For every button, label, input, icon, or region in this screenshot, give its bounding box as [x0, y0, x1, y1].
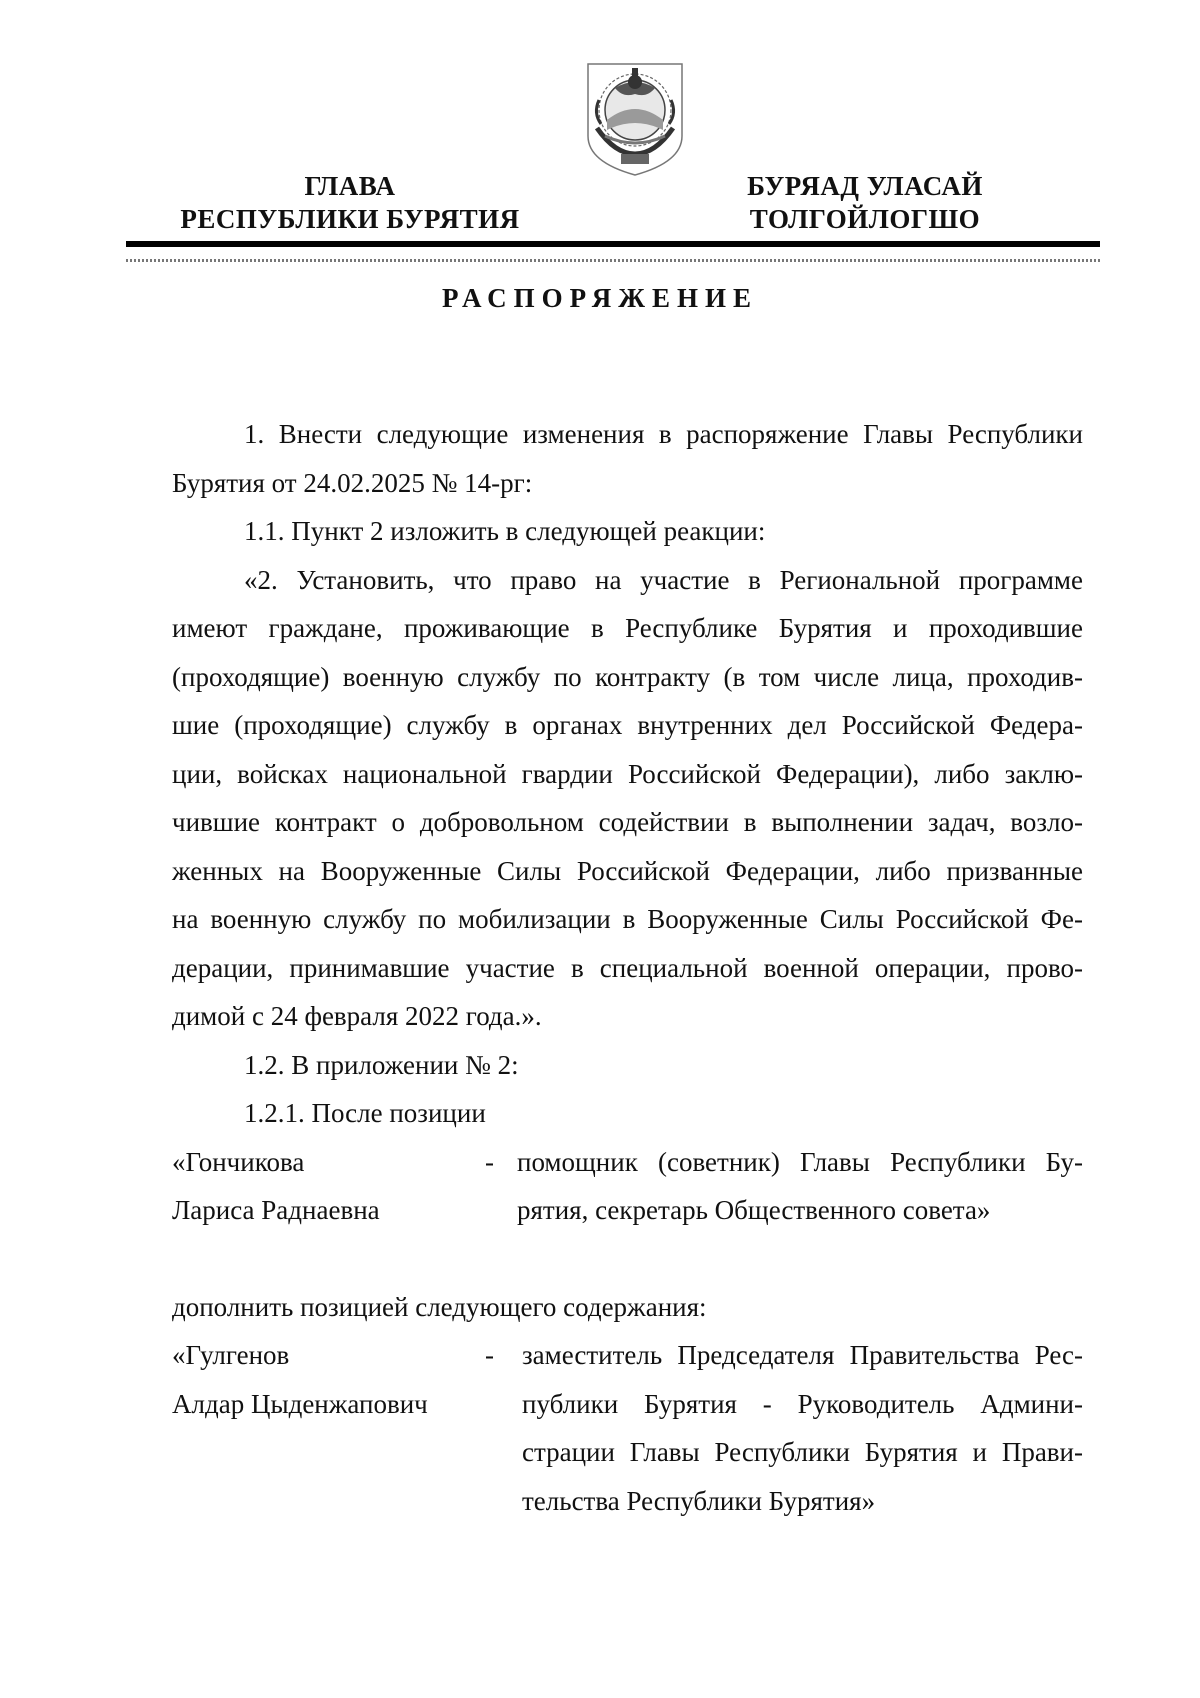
description-line: рятия, секретарь Общественного совета»	[517, 1195, 991, 1225]
document-title: РАСПОРЯЖЕНИЕ	[441, 283, 759, 313]
position-person-name	[172, 1138, 472, 1235]
quote-line: «2. Установить, что право на участие в Региональной программе	[244, 564, 1083, 595]
issuer-title-buryat	[700, 170, 1030, 236]
paragraph-addition: дополнить позицией следующего содержания:	[172, 1291, 707, 1322]
description-line: публики Бурятия - Руководитель Админи-	[522, 1388, 1083, 1419]
person-given-names: Лариса Раднаевна	[172, 1195, 380, 1225]
coat-of-arms-icon	[585, 58, 685, 178]
position-dash: -	[485, 1340, 494, 1370]
paragraph-1-2: 1.2. В приложении № 2:	[244, 1049, 519, 1080]
quote-line: имеют граждане, проживающие в Республике Бурятия и проходившие	[172, 613, 1083, 643]
header-divider-thin	[126, 259, 1100, 262]
paragraph-1-line-1: 1. Внести следующие изменения в распоряжение Главы Республики	[244, 419, 1083, 449]
person-surname: «Гулгенов	[172, 1340, 290, 1370]
quote-line: шие (проходящие) службу в органах внутренних дел Российской Федера-	[172, 710, 1083, 740]
position-description	[522, 1331, 1083, 1525]
description-line: заместитель Председателя Правительства Рес-	[522, 1340, 1083, 1370]
paragraph-1-1: 1.1. Пункт 2 изложить в следующей реакции:	[244, 516, 766, 546]
quote-line: дерации, принимавшие участие в специальной военной операции, прово-	[172, 952, 1083, 983]
quote-line: чившие контракт о добровольном содействии в выполнении задач, возло-	[172, 807, 1083, 837]
description-line: страции Главы Республики Бурятия и Прави-	[522, 1437, 1083, 1467]
person-given-names: Алдар Цыденжапович	[172, 1388, 428, 1419]
header-divider-thick	[126, 241, 1100, 247]
position-entry-1	[172, 1138, 1083, 1235]
issuer-line-2: РЕСПУБЛИКИ БУРЯТИЯ	[180, 204, 520, 234]
person-surname: «Гончикова	[172, 1146, 305, 1177]
description-line: помощник (советник) Главы Республики Бу-	[517, 1146, 1083, 1177]
position-description	[517, 1138, 1083, 1235]
position-dash: -	[485, 1146, 494, 1177]
position-person-name	[172, 1331, 472, 1428]
quote-line: димой с 24 февраля 2022 года.».	[172, 1001, 542, 1031]
quote-line: женных на Вооруженные Силы Российской Федерации, либо призванные	[172, 855, 1083, 886]
issuer-buryat-line-2: ТОЛГОЙЛОГШО	[749, 204, 981, 234]
quote-line: (проходящие) военную службу по контракту (в том числе лица, проходив-	[172, 661, 1083, 692]
paragraph-1-line-2: Бурятия от 24.02.2025 № 14-рг:	[172, 467, 533, 498]
issuer-title-russian	[150, 170, 550, 236]
paragraph-1-2-1: 1.2.1. После позиции	[244, 1098, 486, 1128]
issuer-buryat-line-1: БУРЯАД УЛАСАЙ	[747, 171, 983, 201]
quote-line: на военную службу по мобилизации в Вооруженные Силы Российской Фе-	[172, 904, 1083, 934]
document-body	[172, 410, 1083, 1525]
position-entry-2	[172, 1331, 1083, 1525]
issuer-line-1: ГЛАВА	[304, 171, 396, 201]
description-line: тельства Республики Бурятия»	[522, 1485, 876, 1516]
quote-line: ции, войсках национальной гвардии Российской Федерации), либо заклю-	[172, 758, 1083, 789]
